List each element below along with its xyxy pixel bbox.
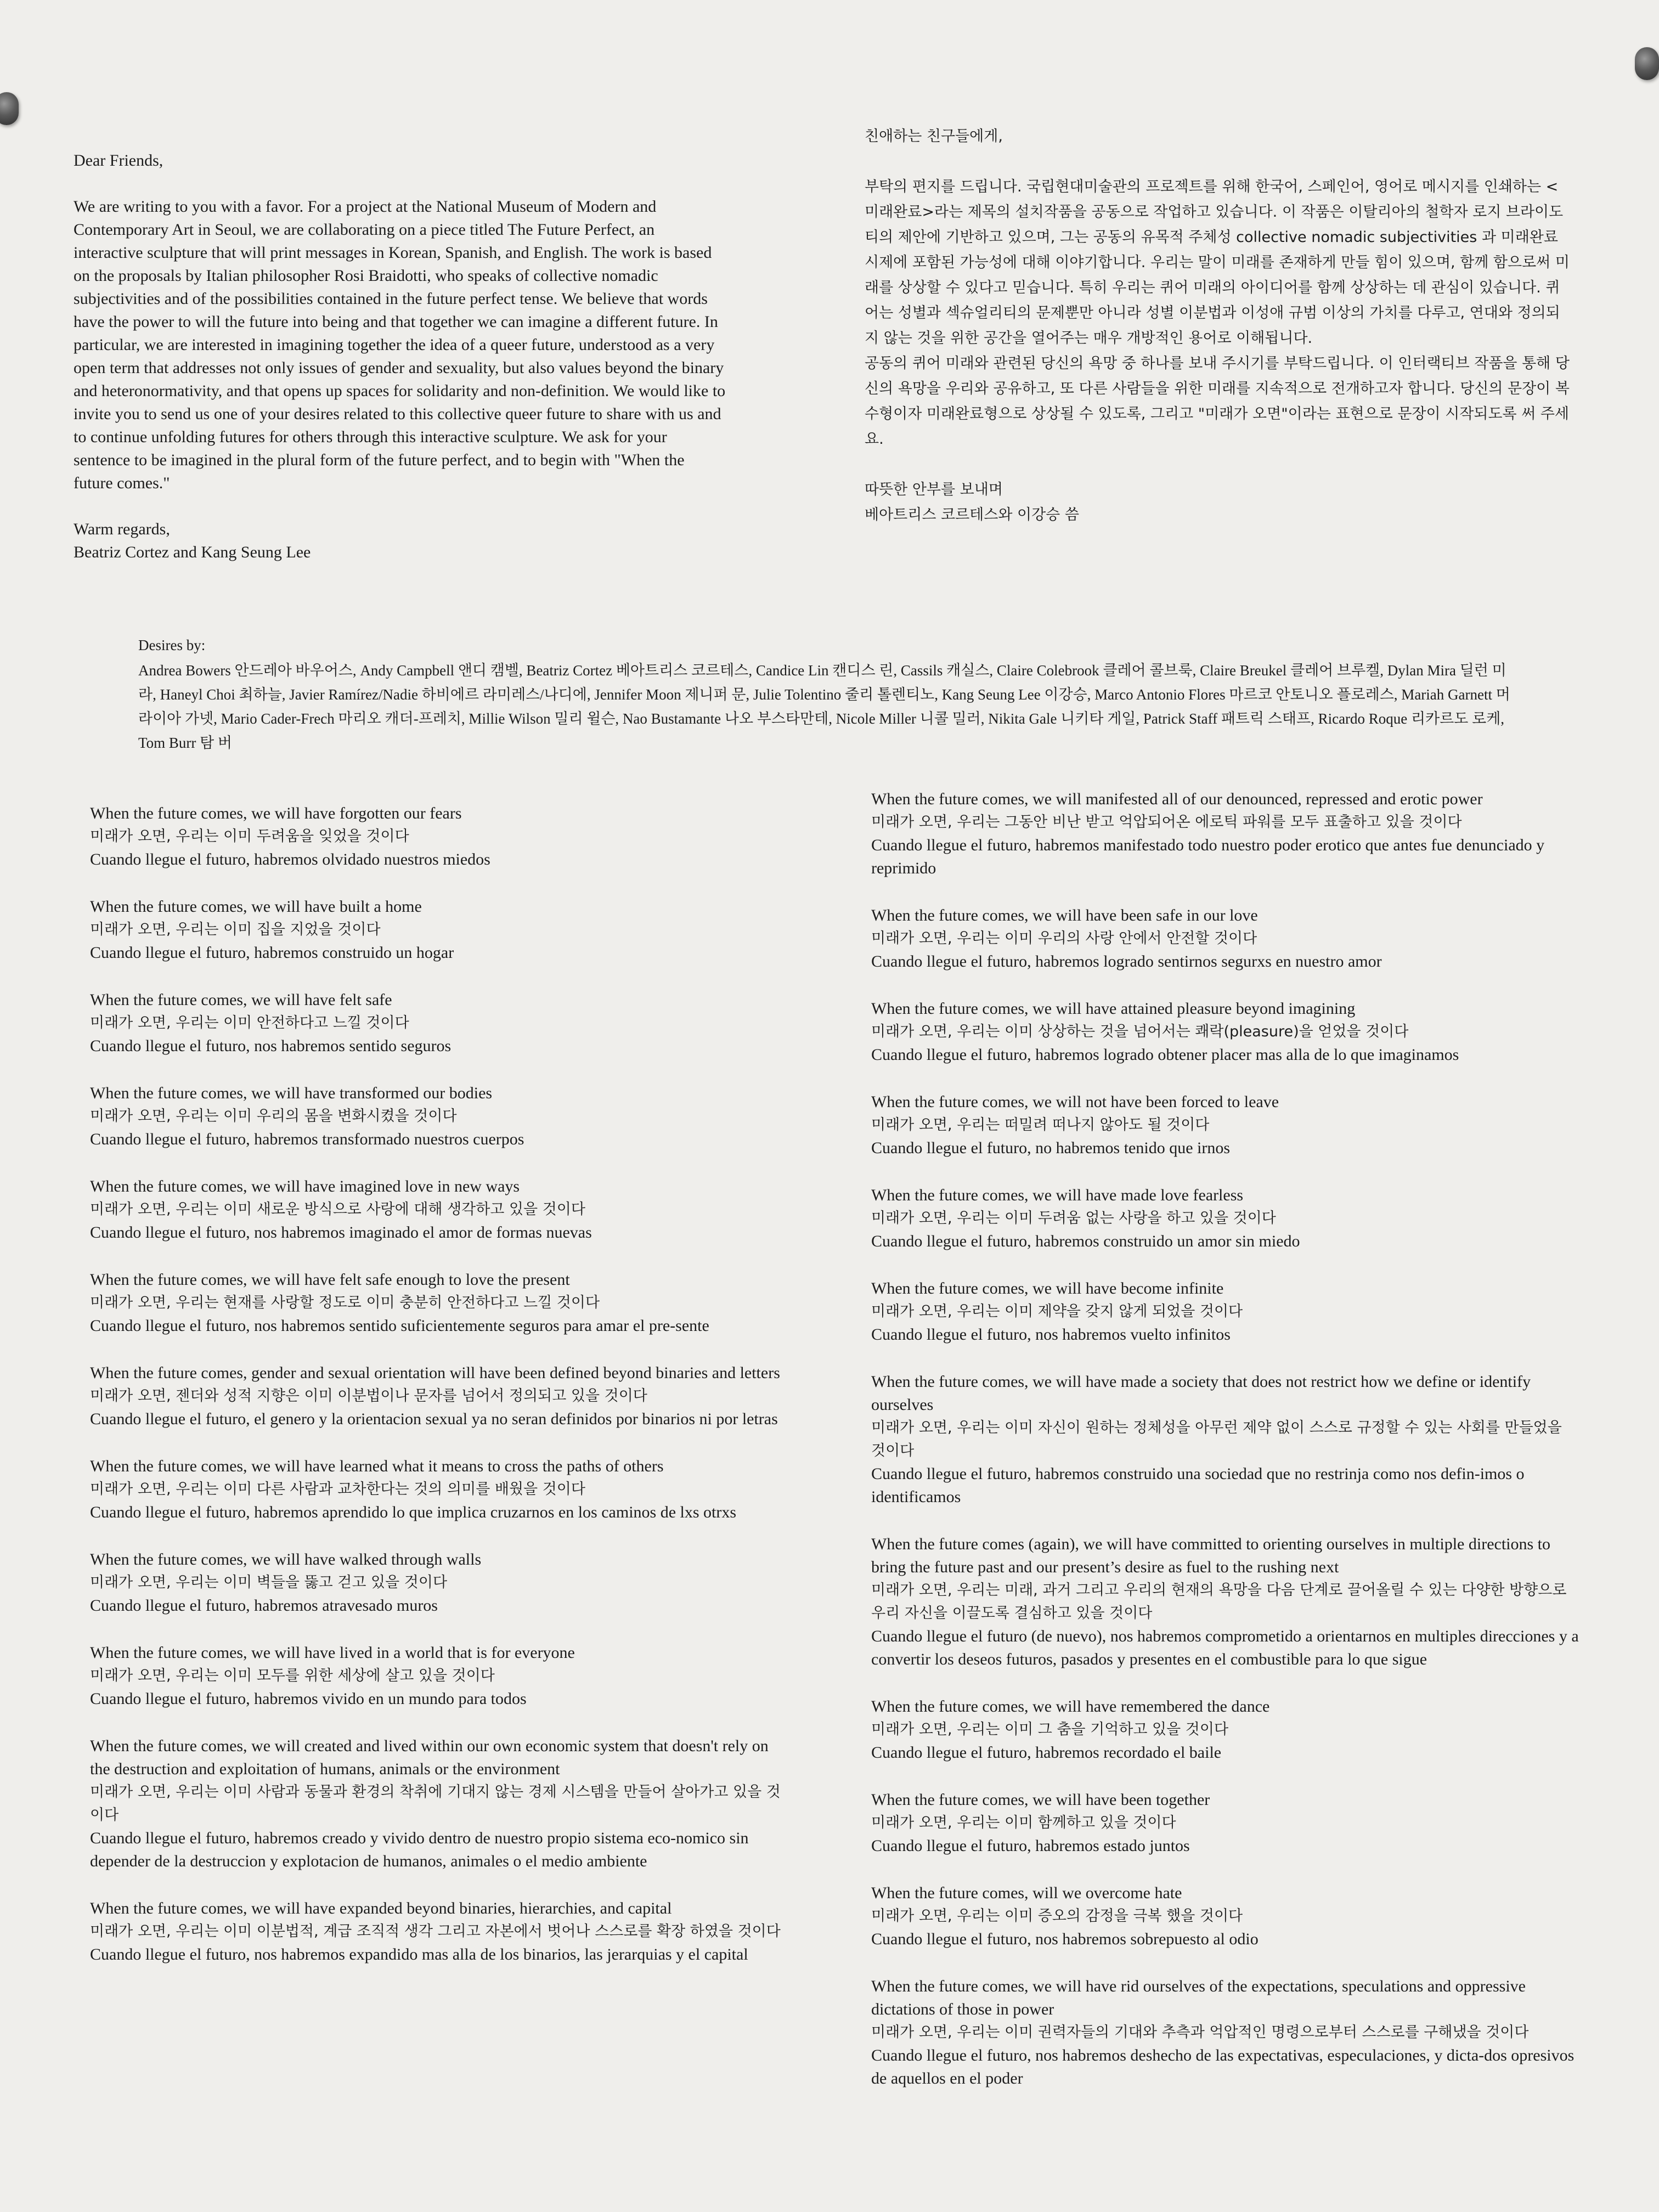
letter-body: We are writing to you with a favor. For a project at the National Museum of Modern and Contemporary Art in Seoul, we are collaborating on a piece titled The Future Perfect, an interactive sculpture that will print messages in Korean, Spanish, and English. The work is based on the proposals by Italian philosopher Rosi Braidotti, who speaks of collective nomadic subjectivities and of the possibilities contained in the future perfect tense. We believe that words have the power to will the future into being and that together we can imagine a different future. In particular, we are interested in imagining together the idea of a queer future, understood as a very open term that addresses not only issues of gender and sexuality, but also values beyond the binary and heteronormativity, and that opens up spaces for solidarity and non-definition. We would like to invite you to send us one of your desires related to this collective queer future to share with us and to continue unfolding futures for others through this interactive sculpture. We ask for your sentence to be imagined in the plural form of the future perfect, and to begin with "When the future comes."	[74, 198, 726, 492]
entry-english: When the future comes, we will have remembered the dance	[871, 1697, 1270, 1716]
sentence-entry	[871, 1788, 1579, 1858]
entry-english: When the future comes, we will have felt safe enough to love the present	[90, 1271, 570, 1289]
entry-spanish: Cuando llegue el futuro, nos habremos sentido suficientemente seguros para amar el pre-sente	[90, 1317, 709, 1335]
sentence-entry	[90, 1641, 781, 1711]
sentence-entry	[90, 802, 781, 871]
entry-english: When the future comes (again), we will have committed to orienting ourselves in multiple directions to bring the future past and our present’s desire as fuel to the rushing next	[871, 1535, 1550, 1576]
entry-english: When the future comes, we will have made a society that does not restrict how we define or identify ourselves	[871, 1373, 1531, 1414]
sentence-entry	[871, 1184, 1579, 1253]
sentence-entry	[90, 1268, 781, 1338]
entry-spanish: Cuando llegue el futuro, habremos atravesado muros	[90, 1596, 438, 1615]
sentence-entry	[90, 1735, 781, 1873]
entry-korean: 미래가 오면, 우리는 이미 우리의 몸을 변화시켰을 것이다	[90, 1108, 457, 1125]
entry-korean: 미래가 오면, 우리는 현재를 사랑할 정도로 이미 충분히 안전하다고 느낄 것이다	[90, 1294, 600, 1311]
english-letter	[74, 149, 726, 564]
pin-icon	[1635, 47, 1659, 80]
entry-spanish: Cuando llegue el futuro, nos habremos sentido seguros	[90, 1037, 452, 1055]
entry-english: When the future comes, we will have rid ourselves of the expectations, speculations and oppressive dictations of those in power	[871, 1977, 1526, 2018]
sentence-entry	[90, 1897, 781, 1966]
entry-english: When the future comes, we will have been together	[871, 1791, 1210, 1809]
sentence-entry	[871, 1370, 1579, 1509]
entry-english: When the future comes, we will have built a home	[90, 898, 422, 916]
sentence-entry	[90, 895, 781, 964]
entry-english: When the future comes, we will have become infinite	[871, 1279, 1224, 1297]
entry-spanish: Cuando llegue el futuro, nos habremos imaginado el amor de formas nuevas	[90, 1223, 592, 1242]
letter-closing: Warm regards,	[74, 520, 170, 538]
entry-spanish: Cuando llegue el futuro, nos habremos vuelto infinitos	[871, 1325, 1231, 1344]
entry-korean: 미래가 오면, 우리는 이미 우리의 사랑 안에서 안전할 것이다	[871, 930, 1257, 947]
letter-signature: Beatriz Cortez and Kang Seung Lee	[74, 543, 311, 561]
letter-greeting: Dear Friends,	[74, 151, 163, 170]
sentence-entry	[871, 1882, 1579, 1951]
entry-english: When the future comes, gender and sexual orientation will have been defined beyond binaries and letters	[90, 1364, 780, 1382]
entry-korean: 미래가 오면, 우리는 이미 이분법적, 계급 조직적 생각 그리고 자본에서 벗어나 스스로를 확장 하였을 것이다	[90, 1923, 781, 1940]
left-entries-column	[90, 802, 781, 1990]
entry-korean: 미래가 오면, 우리는 이미 두려움 없는 사랑을 하고 있을 것이다	[871, 1210, 1276, 1227]
entry-english: When the future comes, we will have learned what it means to cross the paths of others	[90, 1457, 664, 1475]
letter-closing-ko: 따뜻한 안부를 보내며	[865, 481, 1003, 498]
entry-korean: 미래가 오면, 우리는 이미 그 춤을 기억하고 있을 것이다	[871, 1721, 1229, 1738]
sentence-entry	[871, 1277, 1579, 1346]
sentence-entry	[871, 904, 1579, 973]
entry-english: When the future comes, we will manifested all of our denounced, repressed and erotic power	[871, 790, 1483, 808]
entry-spanish: Cuando llegue el futuro, habremos construido un hogar	[90, 944, 454, 962]
entry-english: When the future comes, we will have lived in a world that is for everyone	[90, 1644, 575, 1662]
entry-korean: 미래가 오면, 우리는 이미 벽들을 뚫고 걷고 있을 것이다	[90, 1574, 448, 1591]
korean-letter	[865, 124, 1572, 528]
entry-korean: 미래가 오면, 우리는 이미 자신이 원하는 정체성을 아무런 제약 없이 스스로 규정할 수 있는 사회를 만들었을 것이다	[871, 1419, 1562, 1459]
entry-korean: 미래가 오면, 우리는 이미 증오의 감정을 극복 했을 것이다	[871, 1908, 1243, 1925]
entry-spanish: Cuando llegue el futuro, nos habremos expandido mas alla de los binarios, las jerarquias y el capital	[90, 1945, 748, 1963]
entry-spanish: Cuando llegue el futuro, habremos construido un amor sin miedo	[871, 1232, 1300, 1250]
sentence-entry	[90, 1548, 781, 1617]
sentence-entry	[90, 1082, 781, 1151]
entry-english: When the future comes, we will have made love fearless	[871, 1186, 1244, 1204]
entry-english: When the future comes, we will have been safe in our love	[871, 906, 1258, 924]
sentence-entry	[90, 1455, 781, 1524]
entry-korean: 미래가 오면, 우리는 이미 상상하는 것을 넘어서는 쾌락(pleasure)을 얻었을 것이다	[871, 1023, 1409, 1040]
desires-credits	[138, 633, 1521, 755]
entry-english: When the future comes, we will have transformed our bodies	[90, 1084, 493, 1102]
entry-korean: 미래가 오면, 우리는 떠밀려 떠나지 않아도 될 것이다	[871, 1116, 1210, 1133]
letter-body-ko-1: 부탁의 편지를 드립니다. 국립현대미술관의 프로젝트를 위해 한국어, 스페인어, 영어로 메시지를 인쇄하는 <미래완료>라는 제목의 설치작품을 공동으로 작업하고 있습니다. 이 작품은 이탈리아의 철학자 로지 브라이도티의 제안에 기반하고 있으며, 그는 공동의 유목적 주체성 collective nomadic subjectivities 과 미래완료 시제에 포함된 가능성에 대해 이야기합니다. 우리는 말이 미래를 존재하게 만들 힘이 있으며, 함께 함으로써 미래를 상상할 수 있다고 믿습니다. 특히 우리는 퀴어 미래의 아이디어를 함께 상상하는 데 관심이 있습니다. 퀴어는 성별과 섹슈얼리티의 문제뿐만 아니라 성별 이분법과 이성애 규범 이상의 가치를 다루고, 연대와 정의되지 않는 것을 위한 공간을 열어주는 매우 개방적인 용어로 이해됩니다.	[865, 178, 1570, 347]
entry-spanish: Cuando llegue el futuro, el genero y la orientacion sexual ya no seran definidos por binarios ni por letras	[90, 1410, 778, 1428]
entry-korean: 미래가 오면, 우리는 이미 새로운 방식으로 사랑에 대해 생각하고 있을 것이다	[90, 1201, 585, 1218]
entry-korean: 미래가 오면, 우리는 이미 제약을 갖지 않게 되었을 것이다	[871, 1303, 1243, 1320]
entry-english: When the future comes, we will have attained pleasure beyond imagining	[871, 1000, 1356, 1018]
entry-spanish: Cuando llegue el futuro, habremos construido una sociedad que no restrinja como nos defin-imos o identificamos	[871, 1465, 1525, 1506]
entry-spanish: Cuando llegue el futuro, habremos aprendido lo que implica cruzarnos en los caminos de lxs otrxs	[90, 1503, 737, 1521]
entry-spanish: Cuando llegue el futuro, habremos estado juntos	[871, 1837, 1190, 1855]
right-entries-column	[871, 788, 1579, 2114]
sentence-entry	[871, 1695, 1579, 1764]
sentence-entry	[871, 1975, 1579, 2090]
sentence-entry	[90, 989, 781, 1058]
entry-spanish: Cuando llegue el futuro (de nuevo), nos habremos comprometido a orientarnos en multiples direcciones y a convertir los deseos futuros, pasados y presentes en el combustible para lo que sigue	[871, 1627, 1579, 1668]
entry-korean: 미래가 오면, 우리는 이미 사람과 동물과 환경의 착취에 기대지 않는 경제 시스템을 만들어 살아가고 있을 것이다	[90, 1784, 781, 1824]
entry-english: When the future comes, will we overcome hate	[871, 1884, 1182, 1902]
entry-spanish: Cuando llegue el futuro, habremos vivido en un mundo para todos	[90, 1690, 527, 1708]
entry-spanish: Cuando llegue el futuro, habremos logrado obtener placer mas alla de lo que imaginamos	[871, 1046, 1459, 1064]
letter-body-ko-2: 공동의 퀴어 미래와 관련된 당신의 욕망 중 하나를 보내 주시기를 부탁드립니다. 이 인터랙티브 작품을 통해 당신의 욕망을 우리와 공유하고, 또 다른 사람들을 위한 미래를 지속적으로 전개하고자 합니다. 당신의 문장이 복수형이자 미래완료형으로 상상될 수 있도록, 그리고 "미래가 오면"이라는 표현으로 문장이 시작되도록 써 주세요.	[865, 355, 1570, 448]
entry-spanish: Cuando llegue el futuro, habremos recordado el baile	[871, 1743, 1222, 1762]
entry-english: When the future comes, we will have imagined love in new ways	[90, 1177, 520, 1195]
entry-english: When the future comes, we will have walked through walls	[90, 1550, 482, 1568]
sentence-entry	[871, 788, 1579, 880]
entry-english: When the future comes, we will have forgotten our fears	[90, 804, 462, 822]
entry-korean: 미래가 오면, 우리는 이미 권력자들의 기대와 추측과 억압적인 명령으로부터 스스로를 구해냈을 것이다	[871, 2024, 1529, 2041]
entry-spanish: Cuando llegue el futuro, nos habremos sobrepuesto al odio	[871, 1930, 1259, 1948]
sentence-entry	[871, 997, 1579, 1066]
entry-english: When the future comes, we will have expanded beyond binaries, hierarchies, and capital	[90, 1899, 672, 1917]
entry-korean: 미래가 오면, 우리는 미래, 과거 그리고 우리의 현재의 욕망을 다음 단계로 끌어올릴 수 있는 다양한 방향으로 우리 자신을 이끌도록 결심하고 있을 것이다	[871, 1582, 1567, 1622]
entry-spanish: Cuando llegue el futuro, no habremos tenido que irnos	[871, 1139, 1231, 1157]
pin-icon	[0, 92, 19, 125]
entry-spanish: Cuando llegue el futuro, habremos transformado nuestros cuerpos	[90, 1130, 524, 1148]
entry-spanish: Cuando llegue el futuro, habremos creado y vivido dentro de nuestro propio sistema eco-nomico sin depender de la destruccion y explotacion de humanos, animales o el medio ambiente	[90, 1829, 749, 1870]
entry-korean: 미래가 오면, 우리는 그동안 비난 받고 억압되어온 에로틱 파워를 모두 표출하고 있을 것이다	[871, 814, 1462, 831]
entry-korean: 미래가 오면, 우리는 이미 집을 지었을 것이다	[90, 921, 381, 938]
desires-names: Andrea Bowers 안드레아 바우어스, Andy Campbell 앤디 캠벨, Beatriz Cortez 베아트리스 코르테스, Candice Lin 캔디스 린, Cassils 캐실스, Claire Colebrook 클레어 콜브룩, Claire Breukel 클레어 브루켈, Dylan Mira 딜런 미라, Haneyl Choi 최하늘, Javier Ramírez/Nadie 하비에르 라미레스/나디에, Jennifer Moon 제니퍼 문, Julie Tolentino 줄리 톨렌티노, Kang Seung Lee 이강승, Marco Antonio Flores 마르코 안토니오 플로레스, Mariah Garnett 머라이아 가넷, Mario Cader-Frech 마리오 캐더-프레치, Millie Wilson 밀리 윌슨, Nao Bustamante 나오 부스타만테, Nicole Miller 니콜 밀러, Nikita Gale 니키타 게일, Patrick Staff 패트릭 스태프, Ricardo Roque 리카르도 로케, Tom Burr 탐 버	[138, 662, 1510, 751]
entry-english: When the future comes, we will created and lived within our own economic system that doesn't rely on the destruction and exploitation of humans, animals or the environment	[90, 1737, 769, 1778]
entry-spanish: Cuando llegue el futuro, nos habremos deshecho de las expectativas, especulaciones, y dicta-dos opresivos de aquellos en el poder	[871, 2046, 1575, 2087]
entry-korean: 미래가 오면, 우리는 이미 두려움을 잊었을 것이다	[90, 828, 409, 845]
entry-spanish: Cuando llegue el futuro, habremos olvidado nuestros miedos	[90, 850, 490, 868]
entry-english: When the future comes, we will have felt safe	[90, 991, 392, 1009]
entry-korean: 미래가 오면, 우리는 이미 함께하고 있을 것이다	[871, 1814, 1176, 1831]
letter-greeting-ko: 친애하는 친구들에게,	[865, 128, 1003, 145]
sentence-entry	[871, 1091, 1579, 1160]
entry-korean: 미래가 오면, 우리는 이미 다른 사람과 교차한다는 것의 의미를 배웠을 것이다	[90, 1481, 585, 1498]
entry-korean: 미래가 오면, 우리는 이미 안전하다고 느낄 것이다	[90, 1014, 409, 1031]
desires-heading: Desires by:	[138, 637, 206, 653]
entry-spanish: Cuando llegue el futuro, habremos manifestado todo nuestro poder erotico que antes fue denunciado y reprimido	[871, 836, 1545, 877]
entry-spanish: Cuando llegue el futuro, habremos logrado sentirnos segurxs en nuestro amor	[871, 952, 1382, 970]
sentence-entry	[90, 1175, 781, 1244]
sentence-entry	[871, 1533, 1579, 1671]
entry-korean: 미래가 오면, 젠더와 성적 지향은 이미 이분법이나 문자를 넘어서 정의되고 있을 것이다	[90, 1387, 647, 1404]
sentence-entry	[90, 1362, 781, 1431]
letter-signature-ko: 베아트리스 코르테스와 이강승 씀	[865, 506, 1079, 523]
entry-english: When the future comes, we will not have been forced to leave	[871, 1093, 1279, 1111]
entry-korean: 미래가 오면, 우리는 이미 모두를 위한 세상에 살고 있을 것이다	[90, 1667, 495, 1684]
